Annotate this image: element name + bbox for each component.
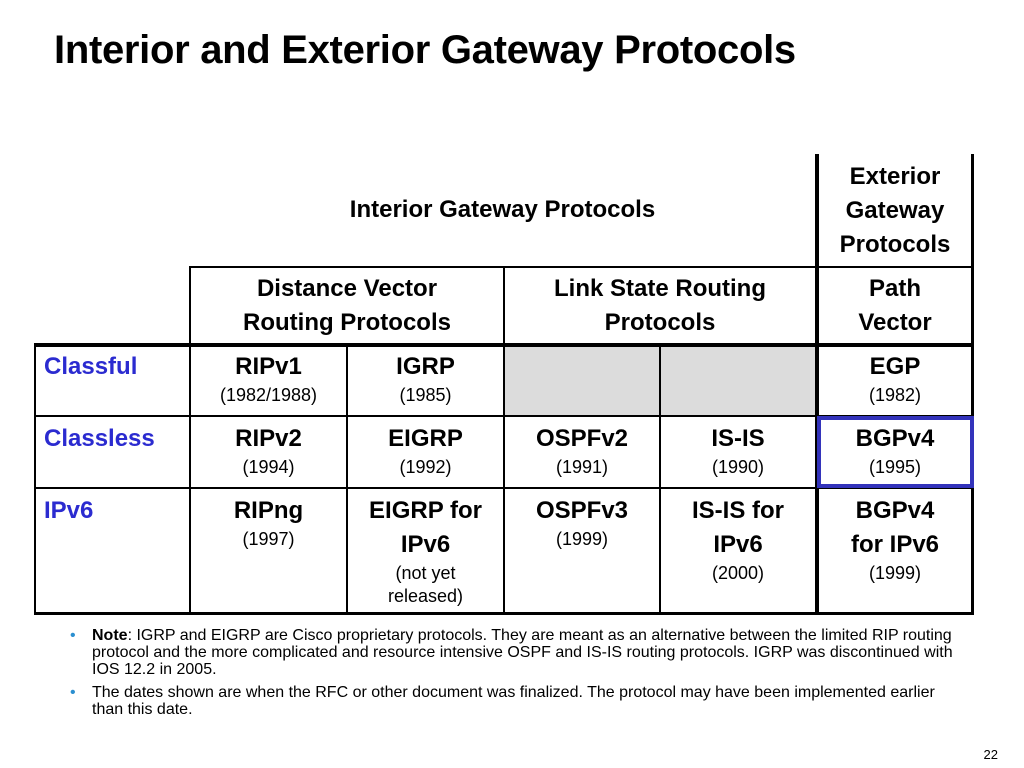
cell-isis-ipv6 <box>661 494 815 585</box>
header-exterior-gateway-protocols <box>819 158 971 264</box>
note-bullet <box>70 627 970 678</box>
protocol-name-line1: IS-IS for <box>691 497 784 524</box>
header-exterior-line3: Protocols <box>839 231 951 258</box>
header-distance-vector-line1: Distance Vector <box>256 275 438 302</box>
cell-eigrp-ipv6 <box>348 494 503 608</box>
protocol-date: (1999) <box>555 529 609 549</box>
cell-ripng <box>191 494 346 551</box>
protocol-status-line2: released) <box>387 586 464 606</box>
protocol-date: (1999) <box>868 563 922 583</box>
protocol-name: IGRP <box>396 353 455 380</box>
protocol-name: OSPFv3 <box>535 497 629 524</box>
row-label-classless: Classless <box>44 425 155 452</box>
cell-igrp <box>348 350 503 407</box>
protocol-name-line2: for IPv6 <box>850 531 940 558</box>
protocol-name-line2: IPv6 <box>400 531 451 558</box>
grid-v-left <box>34 345 36 615</box>
protocol-status-line1: (not yet <box>395 563 456 583</box>
header-path-vector <box>819 270 971 342</box>
protocol-name: RIPng <box>233 497 304 524</box>
header-link-state <box>505 270 815 342</box>
slide-title: Interior and Exterior Gateway Protocols <box>54 28 796 72</box>
protocol-date: (1997) <box>242 529 295 549</box>
protocol-date: (1992) <box>399 457 452 477</box>
header-link-state-line2: Protocols <box>604 309 716 336</box>
cell-ripv2 <box>191 422 346 479</box>
bgpv4-highlight-box <box>817 416 974 488</box>
protocol-date: (1985) <box>399 385 452 405</box>
protocol-name: RIPv2 <box>235 425 302 452</box>
header-path-vector-line1: Path <box>868 275 921 302</box>
protocol-date: (1982) <box>868 385 922 405</box>
protocol-date: (1990) <box>711 457 765 477</box>
header-interior-gateway-protocols: Interior Gateway Protocols <box>349 196 656 223</box>
cell-egp <box>819 350 971 407</box>
bullet-icon: • <box>70 684 76 701</box>
protocol-name: OSPFv2 <box>535 425 629 452</box>
bullet-icon: • <box>70 627 76 644</box>
protocol-date: (1995) <box>868 457 922 477</box>
row-label-ipv6: IPv6 <box>44 497 94 524</box>
protocol-name-line2: IPv6 <box>713 531 763 558</box>
cell-isis <box>661 422 815 479</box>
grid-h-header <box>190 266 974 268</box>
protocol-name-line1: BGPv4 <box>855 497 935 524</box>
note-label: Note <box>92 627 128 644</box>
header-distance-vector-line2: Routing Protocols <box>243 309 451 336</box>
protocol-name: RIPv1 <box>235 353 302 380</box>
protocol-date: (1991) <box>555 457 609 477</box>
dates-bullet <box>70 684 970 718</box>
protocol-date: (1982/1988) <box>219 385 318 405</box>
cell-ripv1 <box>191 350 346 407</box>
protocol-date: (2000) <box>711 563 765 583</box>
notes-list <box>70 627 970 724</box>
protocol-name-line1: EIGRP for <box>369 497 482 524</box>
header-path-vector-line2: Vector <box>858 309 932 336</box>
page-number: 22 <box>983 747 998 762</box>
protocol-name: BGPv4 <box>855 425 935 452</box>
cell-ospfv3 <box>505 494 659 551</box>
note-text: : IGRP and EIGRP are Cisco proprietary protocols. They are meant as an alternative between the limited RIP routing protocol and the more complicated and resource intensive OSPF and IS-IS routing protocols. IGRP was discontinued with IOS 12.2 in 2005. <box>92 627 953 678</box>
empty-cell-classful-ospf <box>504 346 660 416</box>
empty-cell-classful-isis <box>661 346 816 416</box>
cell-ospfv2 <box>505 422 659 479</box>
cell-bgpv4-ipv6 <box>819 494 971 585</box>
header-link-state-line1: Link State Routing <box>554 275 766 302</box>
grid-v-right <box>971 154 974 615</box>
protocol-name: EGP <box>869 353 921 380</box>
header-distance-vector <box>191 270 503 342</box>
protocol-name: EIGRP <box>388 425 463 452</box>
header-exterior-line1: Exterior <box>849 163 941 190</box>
dates-text: The dates shown are when the RFC or other document was finalized. The protocol may have been implemented earlier than this date. <box>92 684 935 718</box>
header-exterior-line2: Gateway <box>845 197 945 224</box>
cell-eigrp <box>348 422 503 479</box>
protocol-name: IS-IS <box>711 425 765 452</box>
protocol-date: (1994) <box>242 457 295 477</box>
row-label-classful: Classful <box>44 353 138 380</box>
